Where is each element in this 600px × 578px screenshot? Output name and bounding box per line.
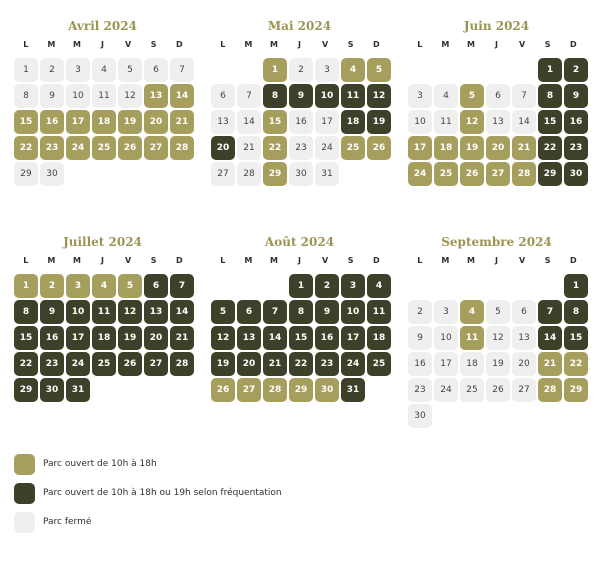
month-title: Juin 2024 <box>463 19 530 33</box>
days-grid <box>14 274 191 402</box>
weekday-label: S <box>150 40 157 49</box>
day-cell: 17 <box>66 110 90 134</box>
day-cell: 16 <box>315 326 339 350</box>
weekday-label: D <box>175 40 183 49</box>
weekday-header <box>211 38 388 52</box>
weekday-label: L <box>23 40 29 49</box>
day-cell: 13 <box>211 110 235 134</box>
day-cell: 8 <box>564 300 588 324</box>
weekday-label: M <box>244 256 253 265</box>
weekday-header <box>408 254 585 268</box>
month-title: Septembre 2024 <box>441 235 552 249</box>
day-cell: 22 <box>14 136 38 160</box>
day-cell: 15 <box>14 110 38 134</box>
day-cell: 5 <box>486 300 510 324</box>
legend-swatch-open <box>14 454 35 475</box>
weekday-label: D <box>372 40 380 49</box>
day-cell: 15 <box>289 326 313 350</box>
day-cell: 29 <box>263 162 287 186</box>
day-cell: 5 <box>118 274 142 298</box>
day-cell: 7 <box>263 300 287 324</box>
day-cell: 24 <box>408 162 432 186</box>
legend-item-closed <box>14 510 282 534</box>
weekday-label: M <box>269 256 278 265</box>
day-cell: 4 <box>367 274 391 298</box>
day-cell: 27 <box>486 162 510 186</box>
weekday-label: M <box>441 256 450 265</box>
day-cell: 27 <box>144 352 168 376</box>
day-cell: 30 <box>564 162 588 186</box>
legend-swatch-closed <box>14 512 35 533</box>
day-cell: 13 <box>144 84 168 108</box>
day-cell: 26 <box>486 378 510 402</box>
month-calendar <box>408 16 585 186</box>
day-cell: 12 <box>486 326 510 350</box>
day-cell: 30 <box>40 162 64 186</box>
day-cell: 25 <box>460 378 484 402</box>
day-cell: 4 <box>341 58 365 82</box>
day-cell: 22 <box>289 352 313 376</box>
day-cell: 27 <box>237 378 261 402</box>
day-cell: 13 <box>237 326 261 350</box>
day-cell: 17 <box>315 110 339 134</box>
day-cell: 20 <box>237 352 261 376</box>
weekday-label: V <box>322 40 329 49</box>
day-cell: 3 <box>408 84 432 108</box>
day-cell: 23 <box>315 352 339 376</box>
day-cell: 11 <box>460 326 484 350</box>
day-cell: 7 <box>237 84 261 108</box>
day-cell: 3 <box>434 300 458 324</box>
month-title: Août 2024 <box>264 235 335 249</box>
weekday-label: S <box>347 256 354 265</box>
legend <box>14 452 282 539</box>
day-cell: 11 <box>92 300 116 324</box>
day-cell: 27 <box>512 378 536 402</box>
day-cell: 11 <box>367 300 391 324</box>
day-cell: 24 <box>315 136 339 160</box>
day-cell: 4 <box>460 300 484 324</box>
day-cell: 11 <box>92 84 116 108</box>
days-grid <box>211 58 388 186</box>
day-cell: 18 <box>92 326 116 350</box>
day-cell: 10 <box>315 84 339 108</box>
day-cell: 14 <box>170 84 194 108</box>
day-cell: 12 <box>118 300 142 324</box>
day-cell: 24 <box>434 378 458 402</box>
day-cell: 15 <box>564 326 588 350</box>
weekday-label: M <box>244 40 253 49</box>
day-cell: 13 <box>486 110 510 134</box>
day-cell: 29 <box>14 162 38 186</box>
month-calendar <box>408 232 585 428</box>
day-cell: 18 <box>367 326 391 350</box>
weekday-label: J <box>101 256 105 265</box>
day-cell: 1 <box>14 274 38 298</box>
weekday-label: V <box>125 256 132 265</box>
weekday-header <box>14 254 191 268</box>
weekday-header <box>211 254 388 268</box>
day-cell: 18 <box>460 352 484 376</box>
weekday-label: L <box>23 256 29 265</box>
weekday-label: V <box>125 40 132 49</box>
weekday-label: M <box>72 40 81 49</box>
day-cell: 28 <box>170 136 194 160</box>
day-cell: 21 <box>237 136 261 160</box>
day-cell: 24 <box>341 352 365 376</box>
day-cell: 28 <box>263 378 287 402</box>
day-cell: 6 <box>486 84 510 108</box>
day-cell: 25 <box>92 352 116 376</box>
weekday-label: S <box>347 40 354 49</box>
day-cell: 10 <box>408 110 432 134</box>
day-cell: 28 <box>538 378 562 402</box>
day-cell: 16 <box>408 352 432 376</box>
day-cell: 7 <box>512 84 536 108</box>
month-calendar <box>211 232 388 402</box>
day-cell: 7 <box>538 300 562 324</box>
day-cell: 29 <box>289 378 313 402</box>
day-cell: 30 <box>408 404 432 428</box>
day-cell: 12 <box>211 326 235 350</box>
day-cell: 21 <box>512 136 536 160</box>
day-cell: 31 <box>341 378 365 402</box>
day-cell: 21 <box>538 352 562 376</box>
day-cell: 10 <box>434 326 458 350</box>
day-cell: 14 <box>538 326 562 350</box>
weekday-label: V <box>519 40 526 49</box>
weekday-label: L <box>220 256 226 265</box>
day-cell: 9 <box>564 84 588 108</box>
weekday-label: S <box>544 256 551 265</box>
weekday-label: J <box>495 256 499 265</box>
day-cell: 23 <box>289 136 313 160</box>
day-cell: 15 <box>14 326 38 350</box>
day-cell: 13 <box>144 300 168 324</box>
day-cell: 12 <box>118 84 142 108</box>
weekday-header <box>408 38 585 52</box>
days-grid <box>211 274 388 402</box>
day-cell: 17 <box>341 326 365 350</box>
day-cell: 6 <box>144 58 168 82</box>
day-cell: 20 <box>486 136 510 160</box>
weekday-label: J <box>298 40 302 49</box>
days-grid <box>408 274 585 428</box>
weekday-label: D <box>372 256 380 265</box>
day-cell: 31 <box>66 378 90 402</box>
weekday-label: M <box>47 256 56 265</box>
day-cell: 7 <box>170 58 194 82</box>
day-cell: 16 <box>289 110 313 134</box>
day-cell: 20 <box>211 136 235 160</box>
weekday-label: J <box>495 40 499 49</box>
day-cell: 19 <box>118 326 142 350</box>
day-cell: 25 <box>367 352 391 376</box>
day-cell: 26 <box>211 378 235 402</box>
day-cell: 20 <box>144 326 168 350</box>
day-cell: 8 <box>14 300 38 324</box>
day-cell: 1 <box>289 274 313 298</box>
weekday-label: D <box>175 256 183 265</box>
day-cell: 28 <box>170 352 194 376</box>
weekday-label: S <box>544 40 551 49</box>
day-cell: 6 <box>211 84 235 108</box>
weekday-label: M <box>47 40 56 49</box>
day-cell: 24 <box>66 136 90 160</box>
legend-item-open-extended <box>14 481 282 505</box>
weekday-label: D <box>569 256 577 265</box>
day-cell: 3 <box>341 274 365 298</box>
day-cell: 3 <box>315 58 339 82</box>
day-cell: 29 <box>538 162 562 186</box>
day-cell: 25 <box>341 136 365 160</box>
days-grid <box>14 58 191 186</box>
day-cell: 26 <box>118 136 142 160</box>
weekday-label: J <box>298 256 302 265</box>
day-cell: 9 <box>40 84 64 108</box>
day-cell: 30 <box>315 378 339 402</box>
day-cell: 6 <box>512 300 536 324</box>
legend-swatch-open-extended <box>14 483 35 504</box>
weekday-label: V <box>322 256 329 265</box>
day-cell: 1 <box>263 58 287 82</box>
day-cell: 10 <box>66 84 90 108</box>
day-cell: 6 <box>237 300 261 324</box>
day-cell: 16 <box>40 326 64 350</box>
day-cell: 19 <box>367 110 391 134</box>
day-cell: 29 <box>14 378 38 402</box>
day-cell: 9 <box>40 300 64 324</box>
day-cell: 2 <box>408 300 432 324</box>
day-cell: 7 <box>170 274 194 298</box>
month-title: Avril 2024 <box>68 19 137 33</box>
day-cell: 26 <box>460 162 484 186</box>
day-cell: 19 <box>211 352 235 376</box>
day-cell: 8 <box>263 84 287 108</box>
day-cell: 11 <box>434 110 458 134</box>
day-cell: 8 <box>289 300 313 324</box>
day-cell: 11 <box>341 84 365 108</box>
day-cell: 2 <box>40 274 64 298</box>
day-cell: 16 <box>564 110 588 134</box>
month-title: Mai 2024 <box>267 19 332 33</box>
day-cell: 30 <box>40 378 64 402</box>
day-cell: 27 <box>144 136 168 160</box>
day-cell: 2 <box>564 58 588 82</box>
day-cell: 23 <box>564 136 588 160</box>
day-cell: 27 <box>211 162 235 186</box>
day-cell: 3 <box>66 58 90 82</box>
day-cell: 22 <box>263 136 287 160</box>
day-cell: 5 <box>367 58 391 82</box>
day-cell: 21 <box>170 110 194 134</box>
day-cell: 17 <box>66 326 90 350</box>
day-cell: 12 <box>460 110 484 134</box>
day-cell: 29 <box>564 378 588 402</box>
month-calendar <box>211 16 388 186</box>
day-cell: 1 <box>564 274 588 298</box>
day-cell: 5 <box>118 58 142 82</box>
day-cell: 19 <box>486 352 510 376</box>
month-calendar <box>14 16 191 186</box>
day-cell: 18 <box>434 136 458 160</box>
day-cell: 19 <box>118 110 142 134</box>
weekday-header <box>14 38 191 52</box>
day-cell: 18 <box>341 110 365 134</box>
day-cell: 2 <box>40 58 64 82</box>
weekday-label: L <box>220 40 226 49</box>
weekday-label: M <box>441 40 450 49</box>
day-cell: 18 <box>92 110 116 134</box>
legend-label-open-extended: Parc ouvert de 10h à 18h ou 19h selon fréquentation <box>43 488 282 498</box>
day-cell: 13 <box>512 326 536 350</box>
weekday-label: J <box>101 40 105 49</box>
day-cell: 6 <box>144 274 168 298</box>
day-cell: 20 <box>512 352 536 376</box>
weekday-label: M <box>269 40 278 49</box>
day-cell: 23 <box>40 136 64 160</box>
day-cell: 17 <box>408 136 432 160</box>
day-cell: 23 <box>40 352 64 376</box>
weekday-label: M <box>466 40 475 49</box>
day-cell: 10 <box>341 300 365 324</box>
day-cell: 25 <box>92 136 116 160</box>
day-cell: 14 <box>512 110 536 134</box>
day-cell: 28 <box>512 162 536 186</box>
day-cell: 9 <box>315 300 339 324</box>
day-cell: 17 <box>434 352 458 376</box>
day-cell: 22 <box>14 352 38 376</box>
legend-label-closed: Parc fermé <box>43 517 92 527</box>
weekday-label: M <box>466 256 475 265</box>
day-cell: 26 <box>367 136 391 160</box>
weekday-label: M <box>72 256 81 265</box>
day-cell: 14 <box>237 110 261 134</box>
legend-label-open: Parc ouvert de 10h à 18h <box>43 459 157 469</box>
day-cell: 19 <box>460 136 484 160</box>
day-cell: 21 <box>170 326 194 350</box>
day-cell: 8 <box>538 84 562 108</box>
weekday-label: L <box>417 256 423 265</box>
day-cell: 22 <box>538 136 562 160</box>
day-cell: 2 <box>315 274 339 298</box>
day-cell: 4 <box>92 274 116 298</box>
day-cell: 4 <box>434 84 458 108</box>
weekday-label: S <box>150 256 157 265</box>
day-cell: 2 <box>289 58 313 82</box>
day-cell: 15 <box>263 110 287 134</box>
day-cell: 30 <box>289 162 313 186</box>
day-cell: 24 <box>66 352 90 376</box>
day-cell: 31 <box>315 162 339 186</box>
day-cell: 22 <box>564 352 588 376</box>
day-cell: 14 <box>170 300 194 324</box>
day-cell: 8 <box>14 84 38 108</box>
day-cell: 5 <box>211 300 235 324</box>
weekday-label: D <box>569 40 577 49</box>
day-cell: 23 <box>408 378 432 402</box>
day-cell: 9 <box>289 84 313 108</box>
day-cell: 26 <box>118 352 142 376</box>
legend-item-open <box>14 452 282 476</box>
day-cell: 4 <box>92 58 116 82</box>
day-cell: 14 <box>263 326 287 350</box>
month-calendar <box>14 232 191 402</box>
weekday-label: V <box>519 256 526 265</box>
day-cell: 10 <box>66 300 90 324</box>
day-cell: 12 <box>367 84 391 108</box>
day-cell: 9 <box>408 326 432 350</box>
day-cell: 3 <box>66 274 90 298</box>
weekday-label: L <box>417 40 423 49</box>
day-cell: 25 <box>434 162 458 186</box>
day-cell: 28 <box>237 162 261 186</box>
days-grid <box>408 58 585 186</box>
day-cell: 16 <box>40 110 64 134</box>
month-title: Juillet 2024 <box>63 235 142 249</box>
day-cell: 21 <box>263 352 287 376</box>
day-cell: 15 <box>538 110 562 134</box>
day-cell: 20 <box>144 110 168 134</box>
day-cell: 5 <box>460 84 484 108</box>
day-cell: 1 <box>538 58 562 82</box>
day-cell: 1 <box>14 58 38 82</box>
